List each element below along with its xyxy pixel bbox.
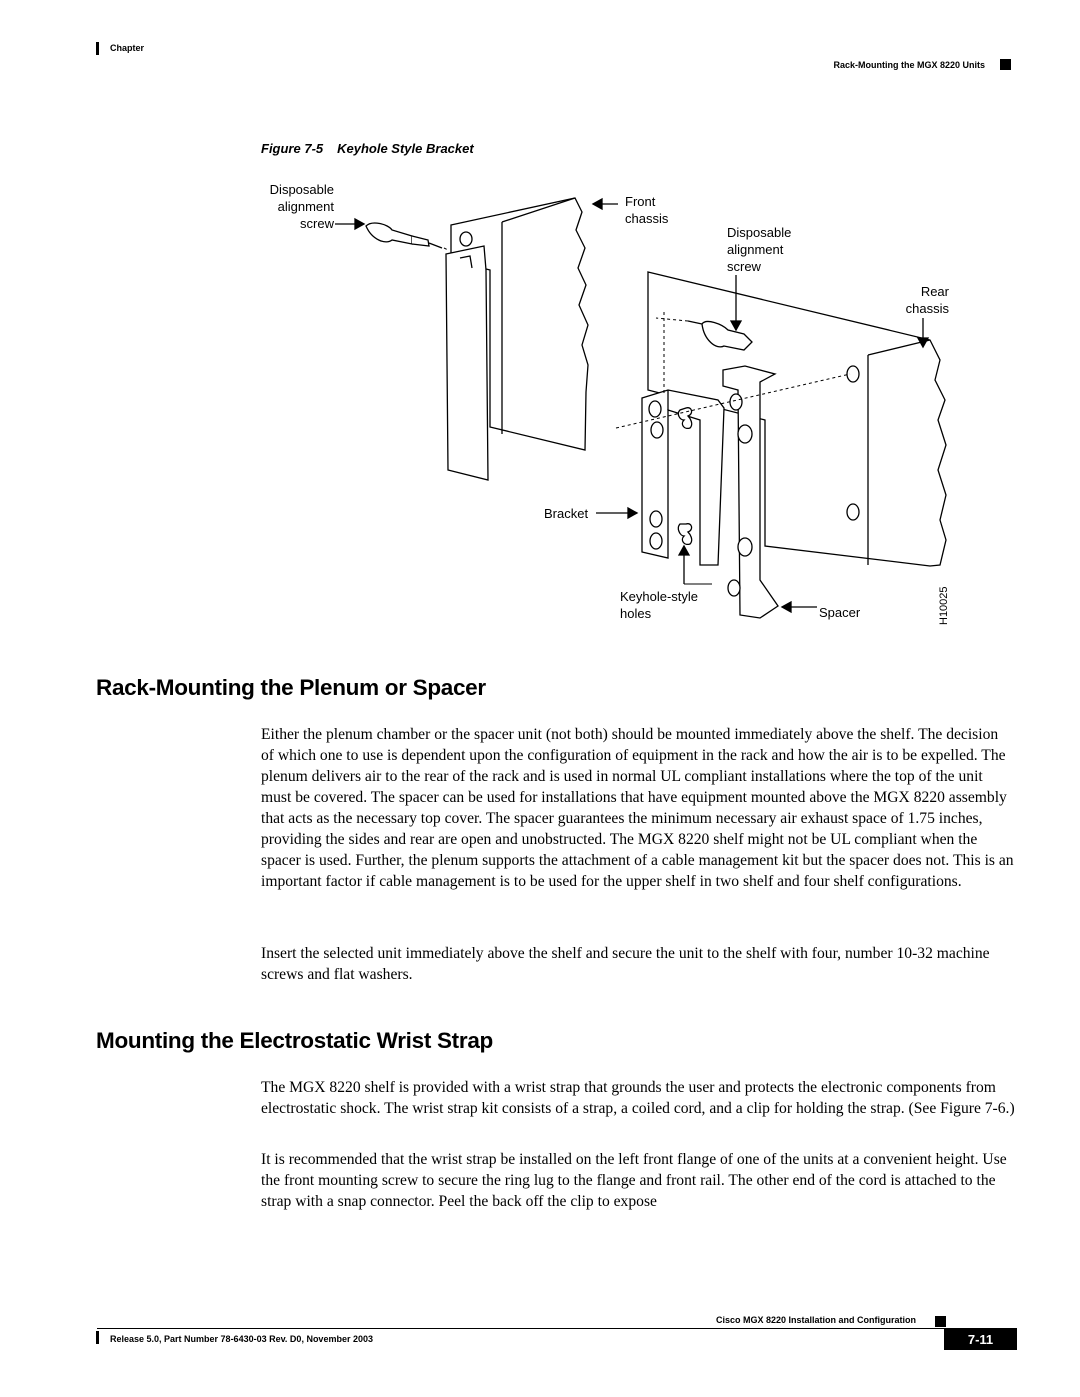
left-screw xyxy=(366,223,412,244)
label-front-chassis: Front chassis xyxy=(625,194,669,226)
header-bar-left xyxy=(96,42,99,55)
front-chassis-hole xyxy=(460,232,472,246)
chapter-label: Chapter xyxy=(110,43,145,53)
footer-rule xyxy=(97,1328,1017,1329)
label-rear-chassis: Rear chassis xyxy=(905,284,949,316)
paragraph-wrist-2: It is recommended that the wrist strap be installed on the left front flange of one of the units at a convenient height. Use the front mounting screw to secure the ring lug to the flange and front rail. The other end of the cord is attached to the strap with a snap connector. Peel the back off the clip to expose xyxy=(261,1151,1007,1210)
bracket-hole-3 xyxy=(650,511,662,527)
spacer-hole-1 xyxy=(738,425,752,443)
bracket-hole-4 xyxy=(650,533,662,549)
keyhole-upper xyxy=(678,408,691,429)
label-bracket: Bracket xyxy=(544,506,589,521)
spacer-hole-2 xyxy=(738,538,752,556)
bracket-hole-1 xyxy=(649,401,661,417)
section-title-header: Rack-Mounting the MGX 8220 Units xyxy=(833,60,985,70)
paragraph-plenum-2: Insert the selected unit immediately above the shelf and secure the unit to the shelf with four, number 10-32 machine screws and flat washers. xyxy=(261,945,990,983)
rear-chassis-hole-bottom xyxy=(847,504,859,520)
footer-bar-left xyxy=(96,1331,99,1344)
arrow-left-screw xyxy=(355,219,364,229)
bracket-illustration xyxy=(250,175,970,635)
footer-book-title: Cisco MGX 8220 Installation and Configuration xyxy=(715,1315,916,1325)
footer-square xyxy=(935,1316,946,1327)
label-disposable-screw-right: Disposable alignment screw xyxy=(727,225,792,274)
label-figure-id: H10025 xyxy=(938,586,950,625)
figure-title: Keyhole Style Bracket xyxy=(337,141,474,156)
page-number: 7-11 xyxy=(944,1329,1017,1350)
arrow-front-chassis xyxy=(593,199,602,209)
keyhole-lower xyxy=(678,524,691,545)
paragraph-wrist-1: The MGX 8220 shelf is provided with a wrist strap that grounds the user and protects the electronic components from electrostatic shock. The wrist strap kit consists of a strap, a coiled cord, and a clip for holding the strap. (See Figure 7-6.) xyxy=(261,1079,1015,1117)
label-keyhole-holes: Keyhole-style holes xyxy=(620,589,699,621)
spacer-hole-top xyxy=(730,394,742,410)
bracket-hole-2 xyxy=(651,422,663,438)
section-heading-wrist-strap: Mounting the Electrostatic Wrist Strap xyxy=(96,1028,493,1053)
front-flange xyxy=(446,246,488,480)
arrow-keyhole xyxy=(679,546,689,555)
header-square xyxy=(1000,59,1011,70)
keyhole-bracket-diagram xyxy=(250,175,970,635)
spacer-hole-3 xyxy=(728,580,740,596)
arrow-bracket xyxy=(628,508,637,518)
label-disposable-screw-left: Disposable alignment screw xyxy=(269,182,334,231)
paragraph-plenum-1: Either the plenum chamber or the spacer unit (not both) should be mounted immediately above the shelf. The decision of which one to use is dependent upon the configuration of equipment in the rack and how the air is to be expelled. The plenum delivers air to the rear of the rack and is used in normal UL compliant installations where the top of the unit must be covered. The spacer can be used for installations that have equipment mounted above the MGX 8220 assembly that acts as the necessary top cover. The spacer guarantees the minimum necessary air exhaust space of 1.75 inches, providing the sides and rear are open and unobstructed. The MGX 8220 shelf might not be UL compliant when the spacer is used. Further, the plenum supports the attachment of a cable management kit but the spacer does not. This is an important factor if cable management is to be used for the upper shelf in two shelf and four shelf configurations. xyxy=(261,726,1014,890)
section-heading-plenum: Rack-Mounting the Plenum or Spacer xyxy=(96,675,486,700)
figure-caption xyxy=(261,141,488,156)
footer-release-info: Release 5.0, Part Number 78-6430-03 Rev. D0, November 2003 xyxy=(110,1334,373,1344)
rear-chassis-hole-top xyxy=(847,366,859,382)
figure-number: Figure 7-5 xyxy=(261,141,324,156)
label-spacer: Spacer xyxy=(819,605,861,620)
arrow-spacer xyxy=(782,602,791,612)
